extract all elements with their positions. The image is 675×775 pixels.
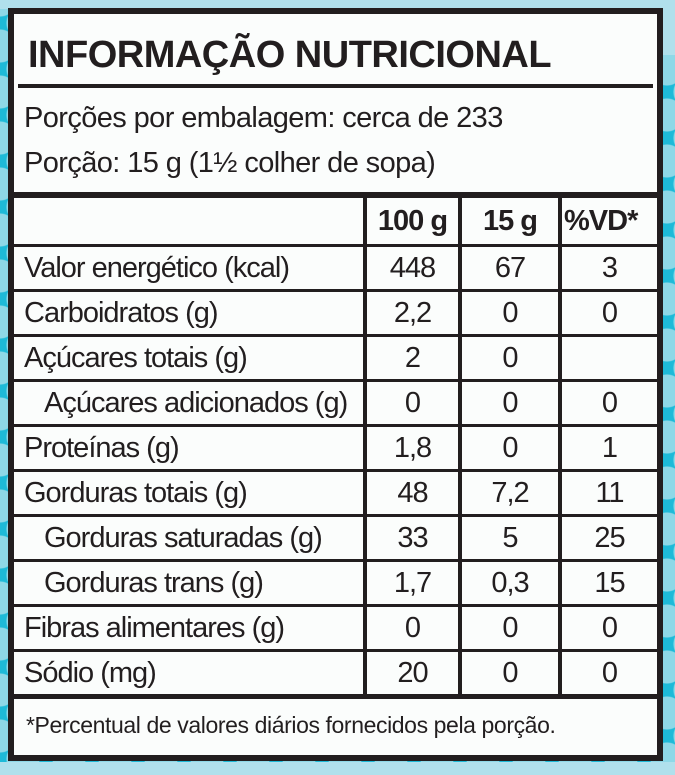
nutrition-facts-panel <box>8 8 663 761</box>
table-row <box>14 289 657 334</box>
value-15g: 0 <box>458 382 558 424</box>
value-100g: 448 <box>363 247 458 289</box>
value-vd: 1 <box>558 427 657 469</box>
nutrient-label: Carboidratos (g) <box>24 297 218 329</box>
nutrient-label: Gorduras trans (g) <box>44 567 263 599</box>
value-100g: 1,7 <box>363 562 458 604</box>
value-15g: 0 <box>458 292 558 334</box>
value-15g: 0 <box>458 427 558 469</box>
value-100g: 0 <box>363 382 458 424</box>
table-row <box>14 379 657 424</box>
value-vd: 0 <box>558 652 657 694</box>
servings-per-package: Porções por embalagem: cerca de 233 <box>24 102 503 134</box>
value-100g: 33 <box>363 517 458 559</box>
background-bottom-band <box>0 762 675 775</box>
panel-title: INFORMAÇÃO NUTRICIONAL <box>28 34 552 76</box>
value-100g: 2 <box>363 337 458 379</box>
nutrient-label: Fibras alimentares (g) <box>24 612 285 644</box>
nutrition-table <box>14 192 657 694</box>
value-15g: 0 <box>458 652 558 694</box>
table-row <box>14 244 657 289</box>
value-vd: 0 <box>558 382 657 424</box>
table-row <box>14 514 657 559</box>
nutrient-label: Valor energético (kcal) <box>24 252 289 284</box>
value-15g: 7,2 <box>458 472 558 514</box>
value-100g: 0 <box>363 607 458 649</box>
header-col-vd: %VD* <box>558 198 657 244</box>
value-100g: 20 <box>363 652 458 694</box>
table-row <box>14 559 657 604</box>
serving-info <box>14 88 657 192</box>
nutrient-label: Gorduras totais (g) <box>24 477 247 509</box>
value-15g: 0,3 <box>458 562 558 604</box>
nutrient-label: Sódio (mg) <box>24 657 156 689</box>
table-row <box>14 469 657 514</box>
table-row <box>14 424 657 469</box>
header-nutrient-blank <box>14 198 363 244</box>
portion-size: Porção: 15 g (1½ colher de sopa) <box>24 147 436 179</box>
header-col-15g: 15 g <box>458 198 558 244</box>
value-100g: 48 <box>363 472 458 514</box>
value-15g: 0 <box>458 337 558 379</box>
value-vd: 15 <box>558 562 657 604</box>
header-col-100g: 100 g <box>363 198 458 244</box>
nutrient-label: Gorduras saturadas (g) <box>44 522 322 554</box>
nutrient-label: Açúcares totais (g) <box>24 342 247 374</box>
value-vd: 25 <box>558 517 657 559</box>
value-15g: 5 <box>458 517 558 559</box>
value-vd: 0 <box>558 292 657 334</box>
table-row <box>14 334 657 379</box>
value-15g: 0 <box>458 607 558 649</box>
nutrient-label: Açúcares adicionados (g) <box>44 387 348 419</box>
value-vd: 11 <box>558 472 657 514</box>
value-vd: 0 <box>558 607 657 649</box>
background-corner-patch <box>661 0 675 55</box>
daily-value-footnote: *Percentual de valores diários fornecidos pela porção. <box>14 694 657 739</box>
nutrient-label: Proteínas (g) <box>24 432 179 464</box>
value-100g: 1,8 <box>363 427 458 469</box>
value-15g: 67 <box>458 247 558 289</box>
table-header-row <box>14 198 657 244</box>
value-100g: 2,2 <box>363 292 458 334</box>
table-row <box>14 649 657 694</box>
value-vd <box>558 337 657 379</box>
value-vd: 3 <box>558 247 657 289</box>
table-row <box>14 604 657 649</box>
